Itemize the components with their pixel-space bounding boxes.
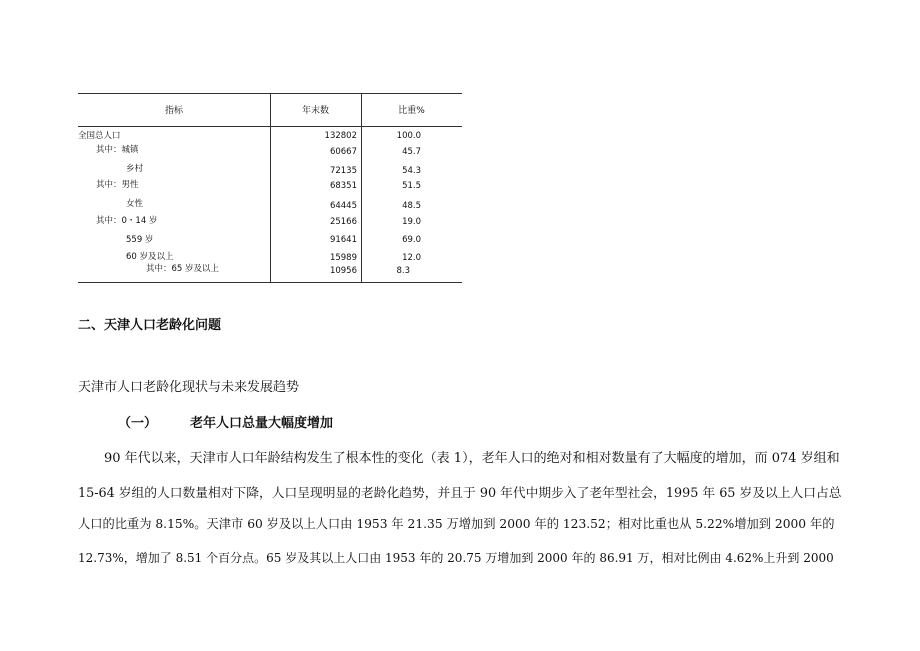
paragraph-line: 人口的比重为 8.15%。天津市 60 岁及以上人口由 1953 年 21.35 万增加到 2000 年的 123.52；相对比重也从 5.22%增加到 2000 年的 <box>78 517 835 531</box>
row-share: 54.3 <box>402 166 421 176</box>
row-label: 女性 <box>126 199 144 209</box>
table-bottom-rule <box>78 282 462 283</box>
row-share: 19.0 <box>402 217 421 227</box>
row-label: 其中：男性 <box>96 180 139 190</box>
row-label: 60 岁及以上 <box>126 252 174 262</box>
subsection-title: 老年人口总量大幅度增加 <box>190 416 334 431</box>
paragraph-line: 90 年代以来，天津市人口年龄结构发生了根本性的变化（表 1），老年人口的绝对和相对数量有了大幅度的增加，而 074 岁组和 <box>104 451 840 466</box>
row-value: 72135 <box>329 166 357 176</box>
row-value: 25166 <box>329 217 357 227</box>
row-label: 乡村 <box>126 164 144 174</box>
row-label: 全国总人口 <box>78 131 121 141</box>
section-heading: 二、天津人口老龄化问题 <box>78 318 222 333</box>
row-label: 其中：0・14 岁 <box>96 216 158 226</box>
row-label: 其中：城镇 <box>96 145 139 155</box>
row-share: 48.5 <box>402 201 421 211</box>
row-value: 10956 <box>329 266 357 276</box>
row-share: 12.0 <box>402 253 421 263</box>
row-value: 132802 <box>324 131 357 141</box>
paragraph-line: 12.73%，增加了 8.51 个百分点。65 岁及其以上人口由 1953 年的 20.75 万增加到 2000 年的 86.91 万，相对比例由 4.62%上升到 2000 <box>78 551 834 565</box>
header-share: 比重% <box>398 106 425 116</box>
row-share: 69.0 <box>402 235 421 245</box>
paragraph-line: 15-64 岁组的人口数量相对下降，人口呈现明显的老龄化趋势，并且于 90 年代中期步入了老年型社会，1995 年 65 岁及以上人口占总 <box>78 486 842 501</box>
subtitle: 天津市人口老龄化现状与未来发展趋势 <box>78 380 300 395</box>
row-value: 64445 <box>329 201 357 211</box>
row-value: 68351 <box>329 181 357 191</box>
table-divider-1 <box>270 93 271 282</box>
row-share: 51.5 <box>402 181 421 191</box>
row-value: 91641 <box>329 235 357 245</box>
header-year-end: 年末数 <box>301 106 329 116</box>
subsection-number: （一） <box>118 416 158 431</box>
row-value: 15989 <box>329 253 357 263</box>
row-value: 60667 <box>329 147 357 157</box>
row-share: 8.3 <box>396 266 410 276</box>
table-divider-2 <box>361 93 362 282</box>
row-label: 559 岁 <box>126 235 154 245</box>
row-share: 45.7 <box>402 147 421 157</box>
row-label: 其中：65 岁及以上 <box>146 264 220 274</box>
header-indicator: 指标 <box>164 106 183 116</box>
row-share: 100.0 <box>396 131 421 141</box>
population-table <box>78 93 462 282</box>
